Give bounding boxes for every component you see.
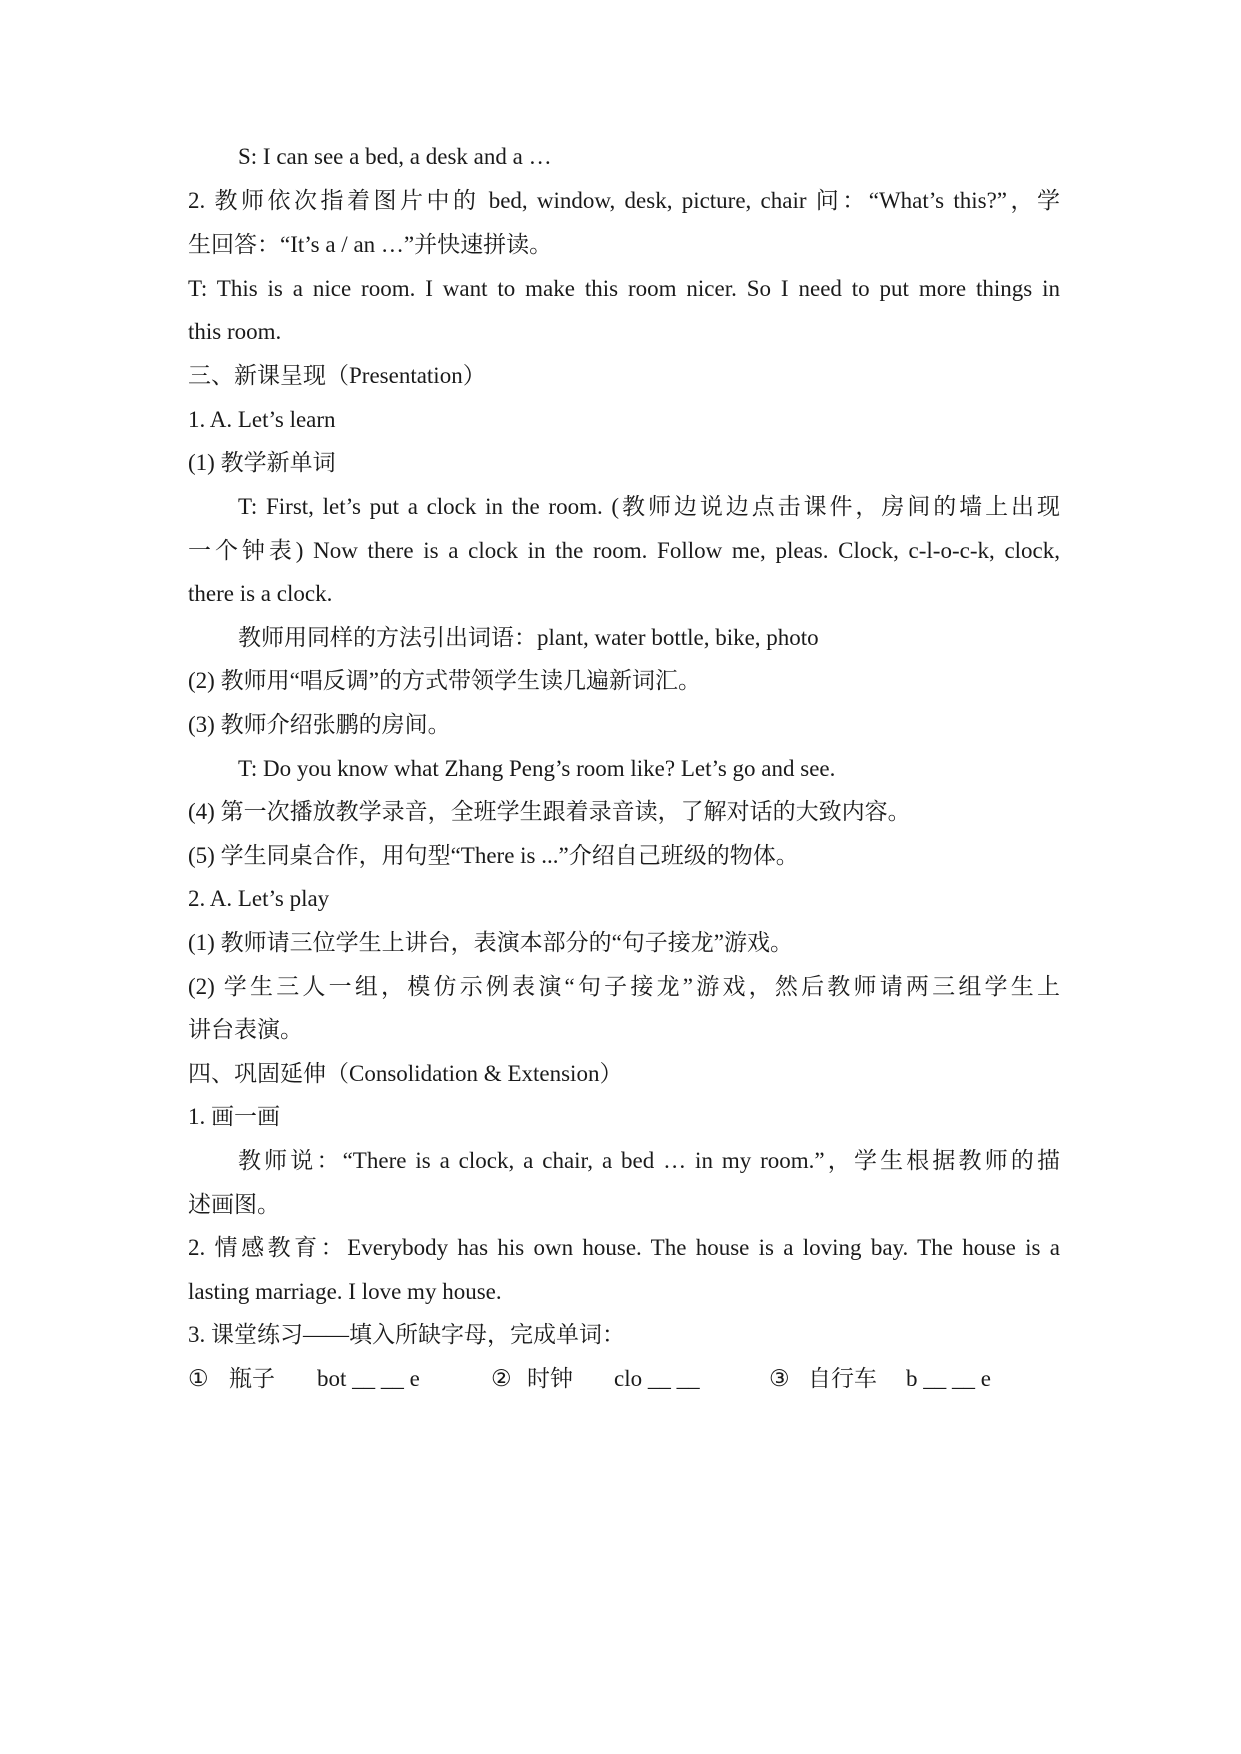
draw-item-heading: 1. 画一画 bbox=[188, 1104, 280, 1129]
teacher-line-1: T: This is a nice room. I want to make this room nicer. So I need to put more things in bbox=[188, 276, 1060, 301]
exercise-3-number: ③ bbox=[769, 1366, 790, 1391]
exercise-3-word: b __ __ e bbox=[906, 1366, 991, 1391]
item-2-line: (2) 教师用“唱反调”的方式带领学生读几遍新词汇。 bbox=[188, 668, 701, 693]
exercise-1-number: ① bbox=[188, 1366, 209, 1391]
exercise-3-chinese: 自行车 bbox=[808, 1366, 877, 1391]
dialogue-student-line: S: I can see a bed, a desk and a … bbox=[238, 144, 552, 169]
emotion-line-2: lasting marriage. I love my house. bbox=[188, 1279, 502, 1304]
teacher-line-2: this room. bbox=[188, 319, 282, 344]
exercise-2-chinese: 时钟 bbox=[527, 1366, 573, 1391]
item-5-line: (5) 学生同桌合作，用句型“There is ...”介绍自己班级的物体。 bbox=[188, 843, 799, 868]
subsection-lets-learn: 1. A. Let’s learn bbox=[188, 407, 336, 432]
exercise-1-word: bot __ __ e bbox=[317, 1366, 420, 1391]
exercise-2-number: ② bbox=[491, 1366, 512, 1391]
teacher-clock-line-3: there is a clock. bbox=[188, 581, 333, 606]
play-item-1-line: (1) 教师请三位学生上讲台，表演本部分的“句子接龙”游戏。 bbox=[188, 930, 793, 955]
exercise-heading: 3. 课堂练习——填入所缺字母，完成单词： bbox=[188, 1322, 625, 1347]
step-2-line-1: 2. 教师依次指着图片中的 bed, window, desk, picture, chair 问：“What’s this?”，学 bbox=[188, 188, 1060, 213]
teacher-clock-line-1: T: First, let’s put a clock in the room. (教师边说边点击课件，房间的墙上出现 bbox=[238, 494, 1060, 519]
item-3-line: (3) 教师介绍张鹏的房间。 bbox=[188, 712, 451, 737]
exercise-2-word: clo __ __ bbox=[614, 1366, 700, 1391]
play-item-2-line-1: (2) 学生三人一组，模仿示例表演“句子接龙”游戏，然后教师请两三组学生上 bbox=[188, 974, 1060, 999]
draw-item-line-2: 述画图。 bbox=[188, 1192, 280, 1217]
draw-item-line-1: 教师说：“There is a clock, a chair, a bed … in my room.”，学生根据教师的描 bbox=[238, 1148, 1060, 1173]
exercise-1-chinese: 瓶子 bbox=[229, 1366, 275, 1391]
section-3-heading: 三、新课呈现（Presentation） bbox=[188, 363, 486, 388]
item-4-line: (4) 第一次播放教学录音，全班学生跟着录音读，了解对话的大致内容。 bbox=[188, 799, 911, 824]
item-1-teach-words: (1) 教学新单词 bbox=[188, 450, 336, 475]
play-item-2-line-2: 讲台表演。 bbox=[188, 1017, 303, 1042]
section-4-heading: 四、巩固延伸（Consolidation & Extension） bbox=[188, 1061, 623, 1086]
teacher-clock-line-2: 一个钟表) Now there is a clock in the room. Follow me, pleas. Clock, c-l-o-c-k, clock, bbox=[188, 538, 1060, 563]
teacher-zhang-peng-line: T: Do you know what Zhang Peng’s room like? Let’s go and see. bbox=[238, 756, 836, 781]
subsection-lets-play: 2. A. Let’s play bbox=[188, 886, 330, 911]
same-method-line: 教师用同样的方法引出词语：plant, water bottle, bike, photo bbox=[238, 625, 819, 650]
emotion-line-1: 2. 情感教育：Everybody has his own house. The house is a loving bay. The house is a bbox=[188, 1235, 1060, 1260]
step-2-line-2: 生回答：“It’s a / an …”并快速拼读。 bbox=[188, 232, 553, 257]
